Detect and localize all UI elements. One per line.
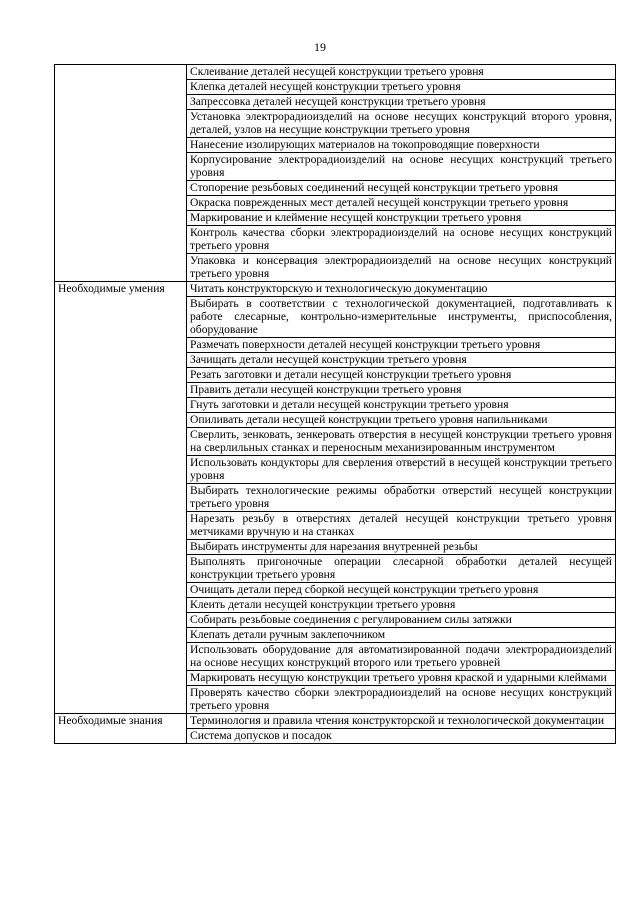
competency-table (54, 64, 616, 744)
table-cell-item: Размечать поверхности деталей несущей конструкции третьего уровня (187, 338, 616, 353)
table-cell-item: Проверять качество сборки электрорадиоизделий на основе несущих конструкций третьего уровня (187, 686, 616, 714)
table-cell-item: Читать конструкторскую и технологическую документацию (187, 282, 616, 297)
section-label: Необходимые умения (55, 282, 187, 714)
table-cell-item: Сверлить, зенковать, зенкеровать отверстия в несущей конструкции третьего уровня на сверлильных станках и переносным механизированным инструментом (187, 428, 616, 456)
table-cell-item: Окраска поврежденных мест деталей несущей конструкции третьего уровня (187, 196, 616, 211)
table-cell-item: Опиливать детали несущей конструкции третьего уровня напильниками (187, 413, 616, 428)
table-row (55, 65, 616, 80)
section-label (55, 65, 187, 282)
table-row (55, 282, 616, 297)
table-cell-item: Выбирать в соответствии с технологической документацией, подготавливать к работе слесарные, контрольно-измерительные инструменты, приспособления, оборудование (187, 297, 616, 338)
table-cell-item: Терминология и правила чтения конструкторской и технологической документации (187, 714, 616, 729)
table-cell-item: Склеивание деталей несущей конструкции третьего уровня (187, 65, 616, 80)
table-cell-item: Корпусирование электрорадиоизделий на основе несущих конструкций третьего уровня (187, 153, 616, 181)
table-cell-item: Очищать детали перед сборкой несущей конструкции третьего уровня (187, 583, 616, 598)
table-cell-item: Нарезать резьбу в отверстиях деталей несущей конструкции третьего уровня метчиками вручную и на станках (187, 512, 616, 540)
table-cell-item: Клепка деталей несущей конструкции третьего уровня (187, 80, 616, 95)
table-cell-item: Использовать оборудование для автоматизированной подачи электрорадиоизделий на основе несущих конструкций второго или третьего уровней (187, 643, 616, 671)
table-cell-item: Собирать резьбовые соединения с регулированием силы затяжки (187, 613, 616, 628)
table-cell-item: Зачищать детали несущей конструкции третьего уровня (187, 353, 616, 368)
table-cell-item: Клепать детали ручным заклепочником (187, 628, 616, 643)
table-cell-item: Править детали несущей конструкции третьего уровня (187, 383, 616, 398)
competency-table-body (55, 65, 616, 744)
table-row (55, 714, 616, 729)
table-cell-item: Гнуть заготовки и детали несущей конструкции третьего уровня (187, 398, 616, 413)
table-cell-item: Запрессовка деталей несущей конструкции третьего уровня (187, 95, 616, 110)
table-cell-item: Клеить детали несущей конструкции третьего уровня (187, 598, 616, 613)
table-cell-item: Маркировать несущую конструкции третьего уровня краской и ударными клеймами (187, 671, 616, 686)
table-cell-item: Упаковка и консервация электрорадиоизделий на основе несущих конструкций третьего уровня (187, 254, 616, 282)
table-cell-item: Нанесение изолирующих материалов на токопроводящие поверхности (187, 138, 616, 153)
section-label: Необходимые знания (55, 714, 187, 744)
table-cell-item: Контроль качества сборки электрорадиоизделий на основе несущих конструкций третьего уровня (187, 226, 616, 254)
table-cell-item: Выбирать технологические режимы обработки отверстий несущей конструкции третьего уровня (187, 484, 616, 512)
table-cell-item: Выбирать инструменты для нарезания внутренней резьбы (187, 540, 616, 555)
page-number: 19 (314, 40, 326, 54)
table-cell-item: Маркирование и клеймение несущей конструкции третьего уровня (187, 211, 616, 226)
table-cell-item: Система допусков и посадок (187, 729, 616, 744)
table-cell-item: Выполнять пригоночные операции слесарной обработки деталей несущей конструкции третьего уровня (187, 555, 616, 583)
table-cell-item: Использовать кондукторы для сверления отверстий в несущей конструкции третьего уровня (187, 456, 616, 484)
table-cell-item: Стопорение резьбовых соединений несущей конструкции третьего уровня (187, 181, 616, 196)
table-cell-item: Резать заготовки и детали несущей конструкции третьего уровня (187, 368, 616, 383)
table-cell-item: Установка электрорадиоизделий на основе несущих конструкций второго уровня, деталей, узлов на несущие конструкции третьего уровня (187, 110, 616, 138)
